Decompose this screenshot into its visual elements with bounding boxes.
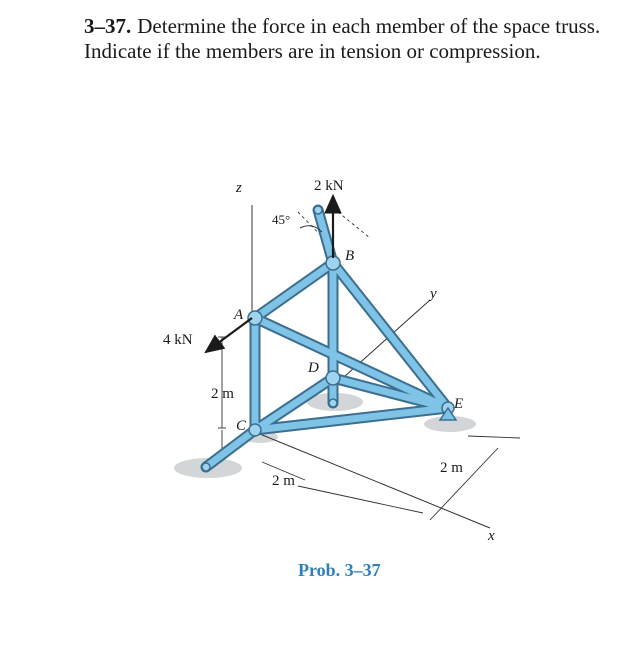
label-dim-front: 2 m	[272, 473, 295, 489]
problem-text: Determine the force in each member of the space truss. Indicate if the members are in tension or compression.	[84, 14, 601, 63]
pin-d-bottom	[329, 399, 337, 407]
label-force-top: 2 kN	[314, 178, 344, 194]
figure-caption: Prob. 3–37	[298, 560, 381, 580]
label-y: y	[430, 286, 437, 302]
label-dim-vertical: 2 m	[211, 386, 234, 402]
label-a: A	[234, 307, 244, 323]
problem-statement	[84, 14, 624, 64]
label-e: E	[454, 396, 464, 412]
force-4kn-arrow	[206, 318, 252, 352]
joint-d	[326, 371, 340, 385]
pin-b-top	[314, 206, 322, 214]
label-c: C	[236, 418, 247, 434]
label-x: x	[488, 528, 495, 544]
label-b: B	[345, 248, 355, 264]
joint-b	[326, 256, 340, 270]
joint-a	[248, 311, 262, 325]
problem-number: 3–37.	[84, 14, 132, 38]
joint-c	[249, 424, 261, 436]
label-d: D	[308, 360, 319, 376]
pin-c-end	[202, 463, 210, 471]
label-angle: 45°	[272, 212, 291, 227]
label-force-left: 4 kN	[163, 332, 193, 348]
space-truss-figure	[0, 150, 640, 570]
label-z: z	[236, 180, 242, 196]
label-dim-right: 2 m	[440, 460, 463, 476]
